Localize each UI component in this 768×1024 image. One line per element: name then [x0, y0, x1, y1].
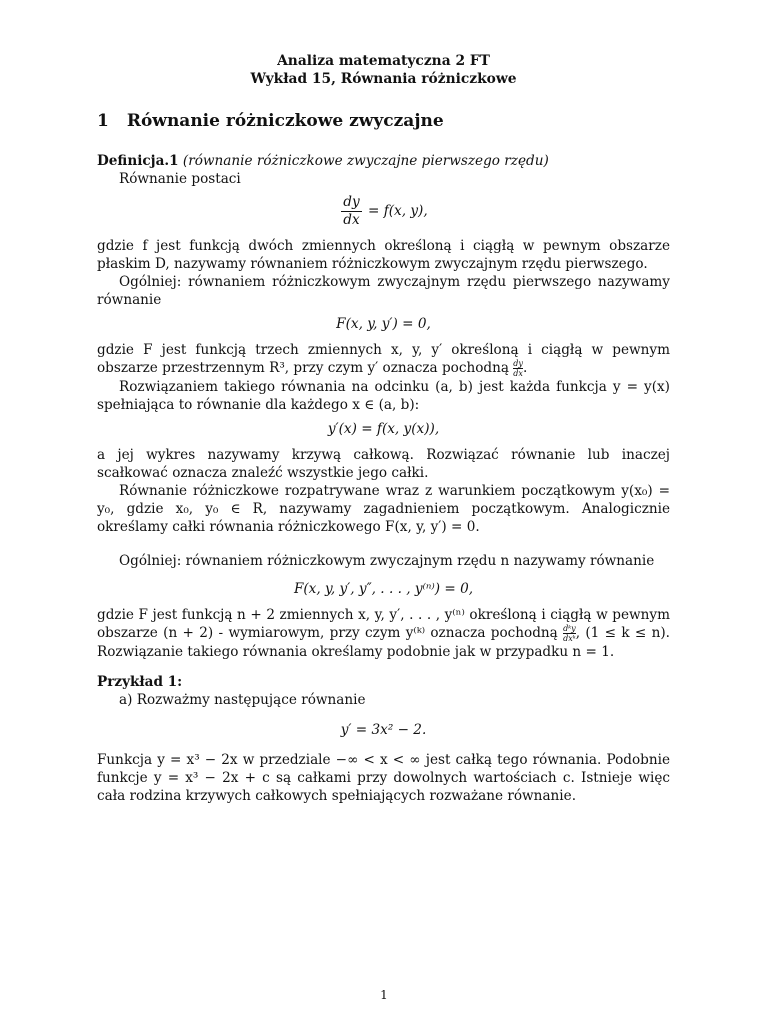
definition-paragraph-8 [97, 606, 670, 661]
example-label: Przykład 1: [97, 674, 183, 690]
definition-label: Definicja.1 [97, 153, 179, 169]
example-intro: a) Rozważmy następujące równanie [119, 692, 366, 708]
paragraph-8-text: gdzie F jest funkcją n + 2 zmiennych x, y, y′, . . . , y⁽ⁿ⁾ określoną i ciągłą w pewnym obszarze (n + 2) - wymiarowym, przy czym y⁽ᵏ⁾ oznacza pochodną [97, 607, 670, 641]
title-line-1: Analiza matematyczna 2 FT [277, 53, 490, 69]
definition-paragraph-5: a jej wykres nazywamy krzywą całkową. Rozwiązać równanie lub inaczej scałkować oznacza znaleźć wszystkie jego całki. [97, 447, 670, 481]
paragraph-3-end: . [522, 360, 528, 376]
fraction-dy-dx [341, 194, 361, 229]
small-fraction-denominator: dx [513, 369, 523, 378]
small-fraction-dky-dxk [563, 624, 576, 643]
definition-paragraph-3 [97, 341, 670, 378]
definition-paragraph-6: Równanie różniczkowe rozpatrywane wraz z warunkiem początkowym y(x₀) = y₀, gdzie x₀, y₀ ∈ R, nazywamy zagadnieniem początkowym. Analogicznie określamy całki równania różniczkowego F(x, y, y′) = 0. [97, 483, 670, 535]
example-equation: y′ = 3x² − 2. [340, 722, 427, 738]
definition-note: (równanie różniczkowe zwyczajne pierwszego rzędu) [182, 153, 549, 169]
definition-intro: Równanie postaci [119, 171, 241, 187]
equation-1 [97, 194, 670, 229]
section-title: Równanie różniczkowe zwyczajne [126, 111, 444, 131]
section-number: 1 [97, 111, 109, 131]
definition-paragraph-7: Ogólniej: równaniem różniczkowym zwyczajnym rzędu n nazywamy równanie [119, 553, 655, 569]
small-fraction-numerator: dy [513, 359, 523, 368]
equation-1-rhs: = f(x, y), [368, 203, 428, 219]
example-block [97, 673, 670, 805]
document-title [97, 52, 670, 88]
definition-paragraph-4: Rozwiązaniem takiego równania na odcinku (a, b) jest każda funkcja y = y(x) spełniająca to równanie dla każdego x ∈ (a, b): [97, 379, 670, 413]
page-number: 1 [380, 988, 388, 1002]
fraction-denominator: dx [343, 212, 360, 228]
small-fraction-denominator: dxᵏ [563, 634, 576, 643]
title-line-2: Wykład 15, Równania różniczkowe [250, 71, 517, 87]
fraction-numerator: dy [343, 194, 360, 210]
paragraph-8-end: , (1 ≤ k ≤ n). Rozwiązanie takiego równania określamy podobnie jak w przypadku n = 1. [97, 625, 671, 660]
definition-paragraph-2: Ogólniej: równaniem różniczkowym zwyczajnym rzędu pierwszego nazywamy równanie [97, 274, 670, 308]
section-heading [97, 112, 670, 130]
small-fraction-dy-dx [513, 359, 523, 378]
definition-block [97, 152, 670, 661]
equation-4: F(x, y, y′, y″, . . . , y⁽ⁿ⁾) = 0, [293, 581, 474, 597]
small-fraction-numerator: dᵏy [563, 624, 576, 633]
definition-paragraph-1: gdzie f jest funkcją dwóch zmiennych określoną i ciągłą w pewnym obszarze płaskim D, nazywamy równaniem różniczkowym zwyczajnym rzędu pierwszego. [97, 238, 670, 272]
example-paragraph-1: Funkcja y = x³ − 2x w przedziale −∞ < x < ∞ jest całką tego równania. Podobnie funkcje y = x³ − 2x + c są całkami przy dowolnych wartościach c. Istnieje więc cała rodzina krzywych całkowych spełniających rozważane równanie. [97, 752, 670, 804]
document-page [97, 52, 670, 805]
paragraph-3-text: gdzie F jest funkcją trzech zmiennych x, y, y′ określoną i ciągłą w pewnym obszarze przestrzennym R³, przy czym y′ oznacza pochodną [97, 342, 670, 376]
equation-2: F(x, y, y′) = 0, [336, 316, 431, 332]
equation-3: y′(x) = f(x, y(x)), [327, 421, 440, 437]
